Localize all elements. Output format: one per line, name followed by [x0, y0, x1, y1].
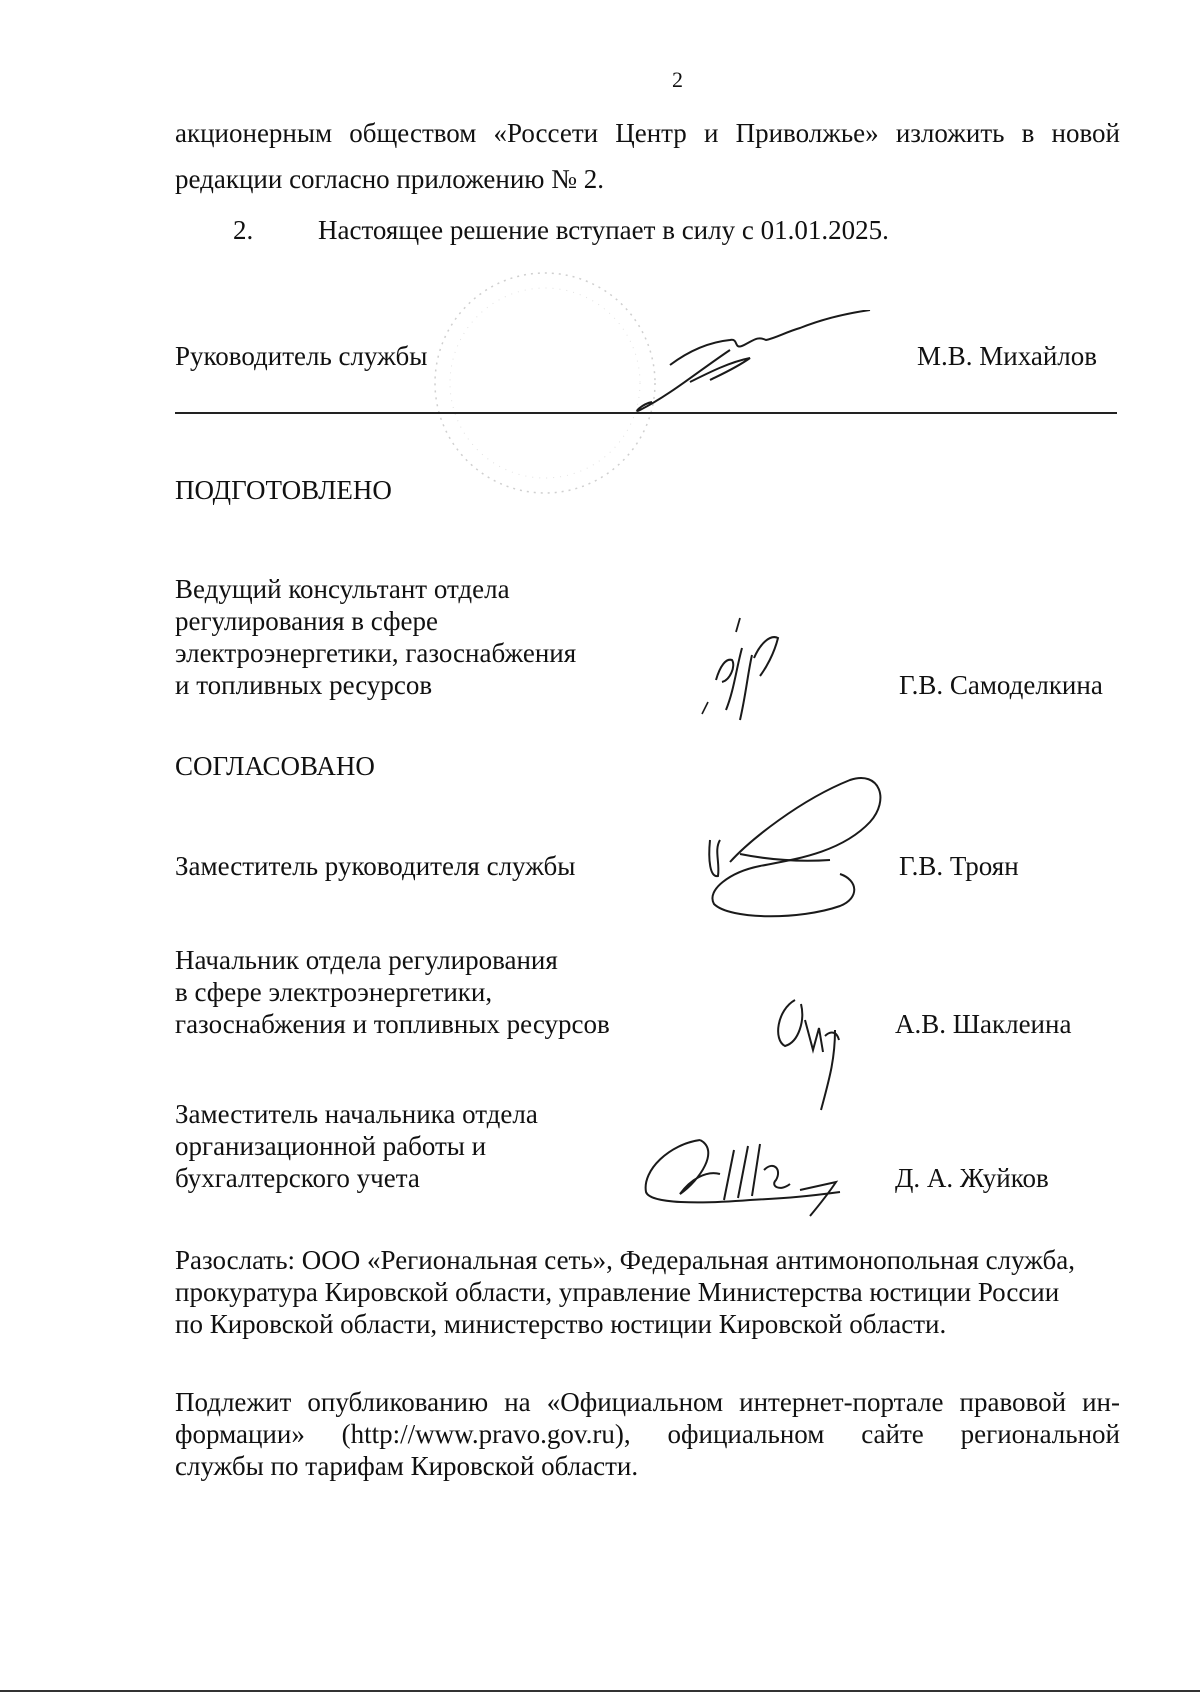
publication-line: Подлежит опубликованию на «Официальном интернет-портале правовой ин-	[175, 1387, 1120, 1417]
signer-position-line: газоснабжения и топливных ресурсов	[175, 1009, 610, 1039]
page-number: 2	[672, 67, 683, 92]
distribution-line: по Кировской области, министерство юстиции Кировской области.	[175, 1309, 947, 1339]
head-signature	[620, 310, 880, 425]
intro-line: акционерным обществом «Россети Центр и Приволжье» изложить в новой	[175, 118, 1120, 148]
head-name: М.В. Михайлов	[917, 341, 1098, 371]
prepared-position-line: Ведущий консультант отдела	[175, 574, 510, 604]
signer-position-line: Заместитель руководителя службы	[175, 851, 576, 881]
agreed-heading: СОГЛАСОВАНО	[175, 751, 375, 781]
intro-line: редакции согласно приложению № 2.	[175, 164, 604, 194]
publication-paragraph	[175, 1386, 1120, 1482]
distribution-line: Разослать: ООО «Региональная сеть», Федеральная антимонопольная служба,	[175, 1245, 1076, 1275]
dept-head-signature	[765, 990, 875, 1115]
signer-name: Г.В. Троян	[899, 851, 1019, 881]
publication-line: службы по тарифам Кировской области.	[175, 1451, 639, 1481]
publication-line: формации» (http://www.pravo.gov.ru), официальном сайте региональной	[175, 1419, 1120, 1449]
intro-paragraph	[175, 116, 1120, 196]
item-number: 2.	[233, 215, 254, 245]
signer-position-line: Начальник отдела регулирования	[175, 945, 558, 975]
deputy-head-signature	[690, 770, 910, 940]
signer-position-line: Заместитель начальника отдела	[175, 1099, 538, 1129]
signer-position-line: организационной работы и	[175, 1131, 487, 1161]
prepared-position-line: регулирования в сфере	[175, 606, 439, 636]
prepared-heading: ПОДГОТОВЛЕНО	[175, 475, 392, 505]
signature-divider	[175, 412, 1117, 414]
prepared-position-line: и топливных ресурсов	[175, 670, 433, 700]
prepared-signature	[690, 610, 800, 730]
distribution-line: прокуратура Кировской области, управление Министерства юстиции России	[175, 1277, 1060, 1307]
deputy-dept-head-signature	[640, 1120, 880, 1220]
page-bottom-edge	[0, 1690, 1200, 1692]
signer-position-line: в сфере электроэнергетики,	[175, 977, 493, 1007]
signer-name: А.В. Шаклеина	[895, 1009, 1072, 1039]
head-title: Руководитель службы	[175, 341, 428, 371]
item-text: Настоящее решение вступает в силу с 01.01.2025.	[318, 215, 889, 245]
signer-name: Д. А. Жуйков	[895, 1163, 1049, 1193]
prepared-name: Г.В. Самоделкина	[899, 670, 1103, 700]
signer-position-line: бухгалтерского учета	[175, 1163, 420, 1193]
prepared-position-line: электроэнергетики, газоснабжения	[175, 638, 577, 668]
